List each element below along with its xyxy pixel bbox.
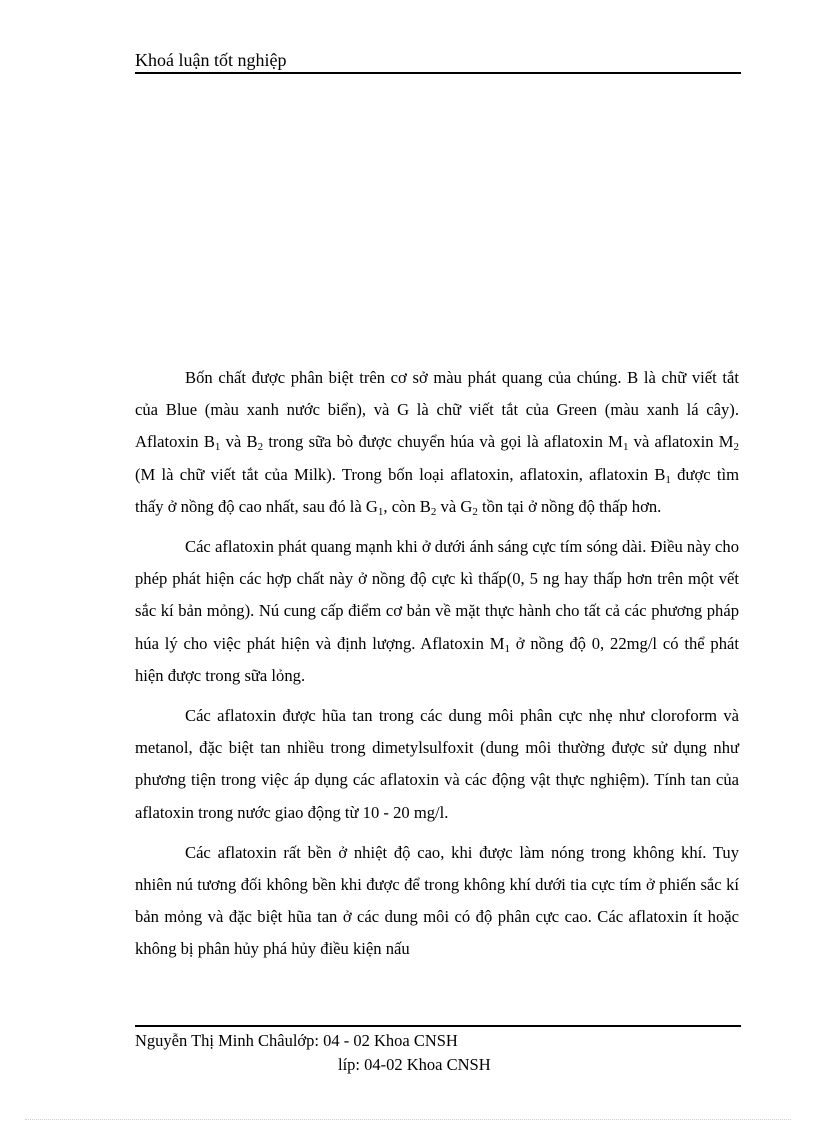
footer-class-2: líp: 04-02 Khoa CNSH — [338, 1055, 491, 1074]
p1-sub-8: 2 — [472, 505, 478, 518]
p1-sub-3: 1 — [622, 441, 629, 454]
p1-text-i: tồn tại ở nồng độ thấp hơn. — [477, 496, 662, 516]
p1-text-e: (M là chữ viết tắt của Milk). Trong bốn loại aflatoxin, aflatoxin, aflatoxin B — [135, 464, 666, 484]
paragraph-1 — [135, 362, 739, 523]
p1-text-f: được tìm thấy ở nồng độ cao nhất, sau đó là G — [135, 464, 739, 516]
footer-author: Nguyễn Thị Minh Châu — [135, 1031, 293, 1050]
p1-text-b: và B — [220, 432, 258, 452]
p1-sub-6: 1 — [377, 505, 384, 518]
p1-text-h: và G — [436, 496, 473, 516]
p1-sub-1: 1 — [214, 441, 221, 454]
paragraph-4: Các aflatoxin rất bền ở nhiệt độ cao, khi được làm nóng trong không khí. Tuy nhiên nú tương đối không bền khi được để trong không khí dưới tia cực tím ở phiến sắc kí bản mỏng và đặc biệt hũa tan ở các dung môi có độ phân cực cao. Các aflatoxin ít hoặc không bị phân hủy phá hủy điều kiện nấu — [135, 842, 739, 959]
footer-class-1: lớp: 04 - 02 Khoa CNSH — [292, 1031, 458, 1050]
paragraph-3: Các aflatoxin được hũa tan trong các dung môi phân cực nhẹ như cloroform và metanol, đặc biệt tan nhiều trong dimetylsulfoxit (dung môi thường được sử dụng như phương tiện trong việc áp dụng các aflatoxin và các động vật thực nghiệm). Tính tan của aflatoxin trong nước giao động từ 10 - 20 mg/l. — [135, 706, 739, 822]
p1-text-g: , còn B — [383, 496, 431, 516]
p2-sub-1: 1 — [504, 642, 510, 655]
p1-sub-4: 2 — [733, 441, 740, 454]
footer-line-1 — [135, 1031, 458, 1051]
p2-text-a: Các aflatoxin phát quang mạnh khi ở dưới ánh sáng cực tím sóng dài. Điều này cho phép phát hiện các hợp chất này ở nồng độ cực kì thấp(0, 5 ng hay thấp hơn trên một vết sắc kí bản mỏng). Nú cung cấp điểm cơ bản về mặt thực hành cho tất cả các phương pháp húa lý cho việc phát hiện và định lượng. Aflatoxin M — [135, 537, 739, 653]
body-text — [135, 362, 739, 974]
footer-rule — [135, 1025, 741, 1027]
p2-text-b: ở nồng độ 0, 22mg/l có thể phát hiện được trong sữa lỏng. — [135, 633, 739, 685]
p1-text-a: Bốn chất được phân biệt trên cơ sở màu phát quang của chúng. B là chữ viết tắt của Blue (màu xanh nước biển), và G là chữ viết tắt của Green (màu xanh lá cây). Aflatoxin B — [135, 368, 739, 452]
running-header: Khoá luận tốt nghiệp — [135, 50, 287, 70]
p1-sub-2: 2 — [257, 441, 264, 454]
header-rule — [135, 72, 741, 74]
p1-text-c: trong sữa bò được chuyển húa và gọi là aflatoxin M — [263, 432, 623, 452]
p1-sub-5: 1 — [665, 473, 671, 486]
paragraph-2 — [135, 531, 739, 692]
p1-sub-7: 2 — [430, 505, 437, 518]
page-edge-divider — [25, 1119, 791, 1120]
p1-text-d: và aflatoxin M — [628, 432, 734, 452]
